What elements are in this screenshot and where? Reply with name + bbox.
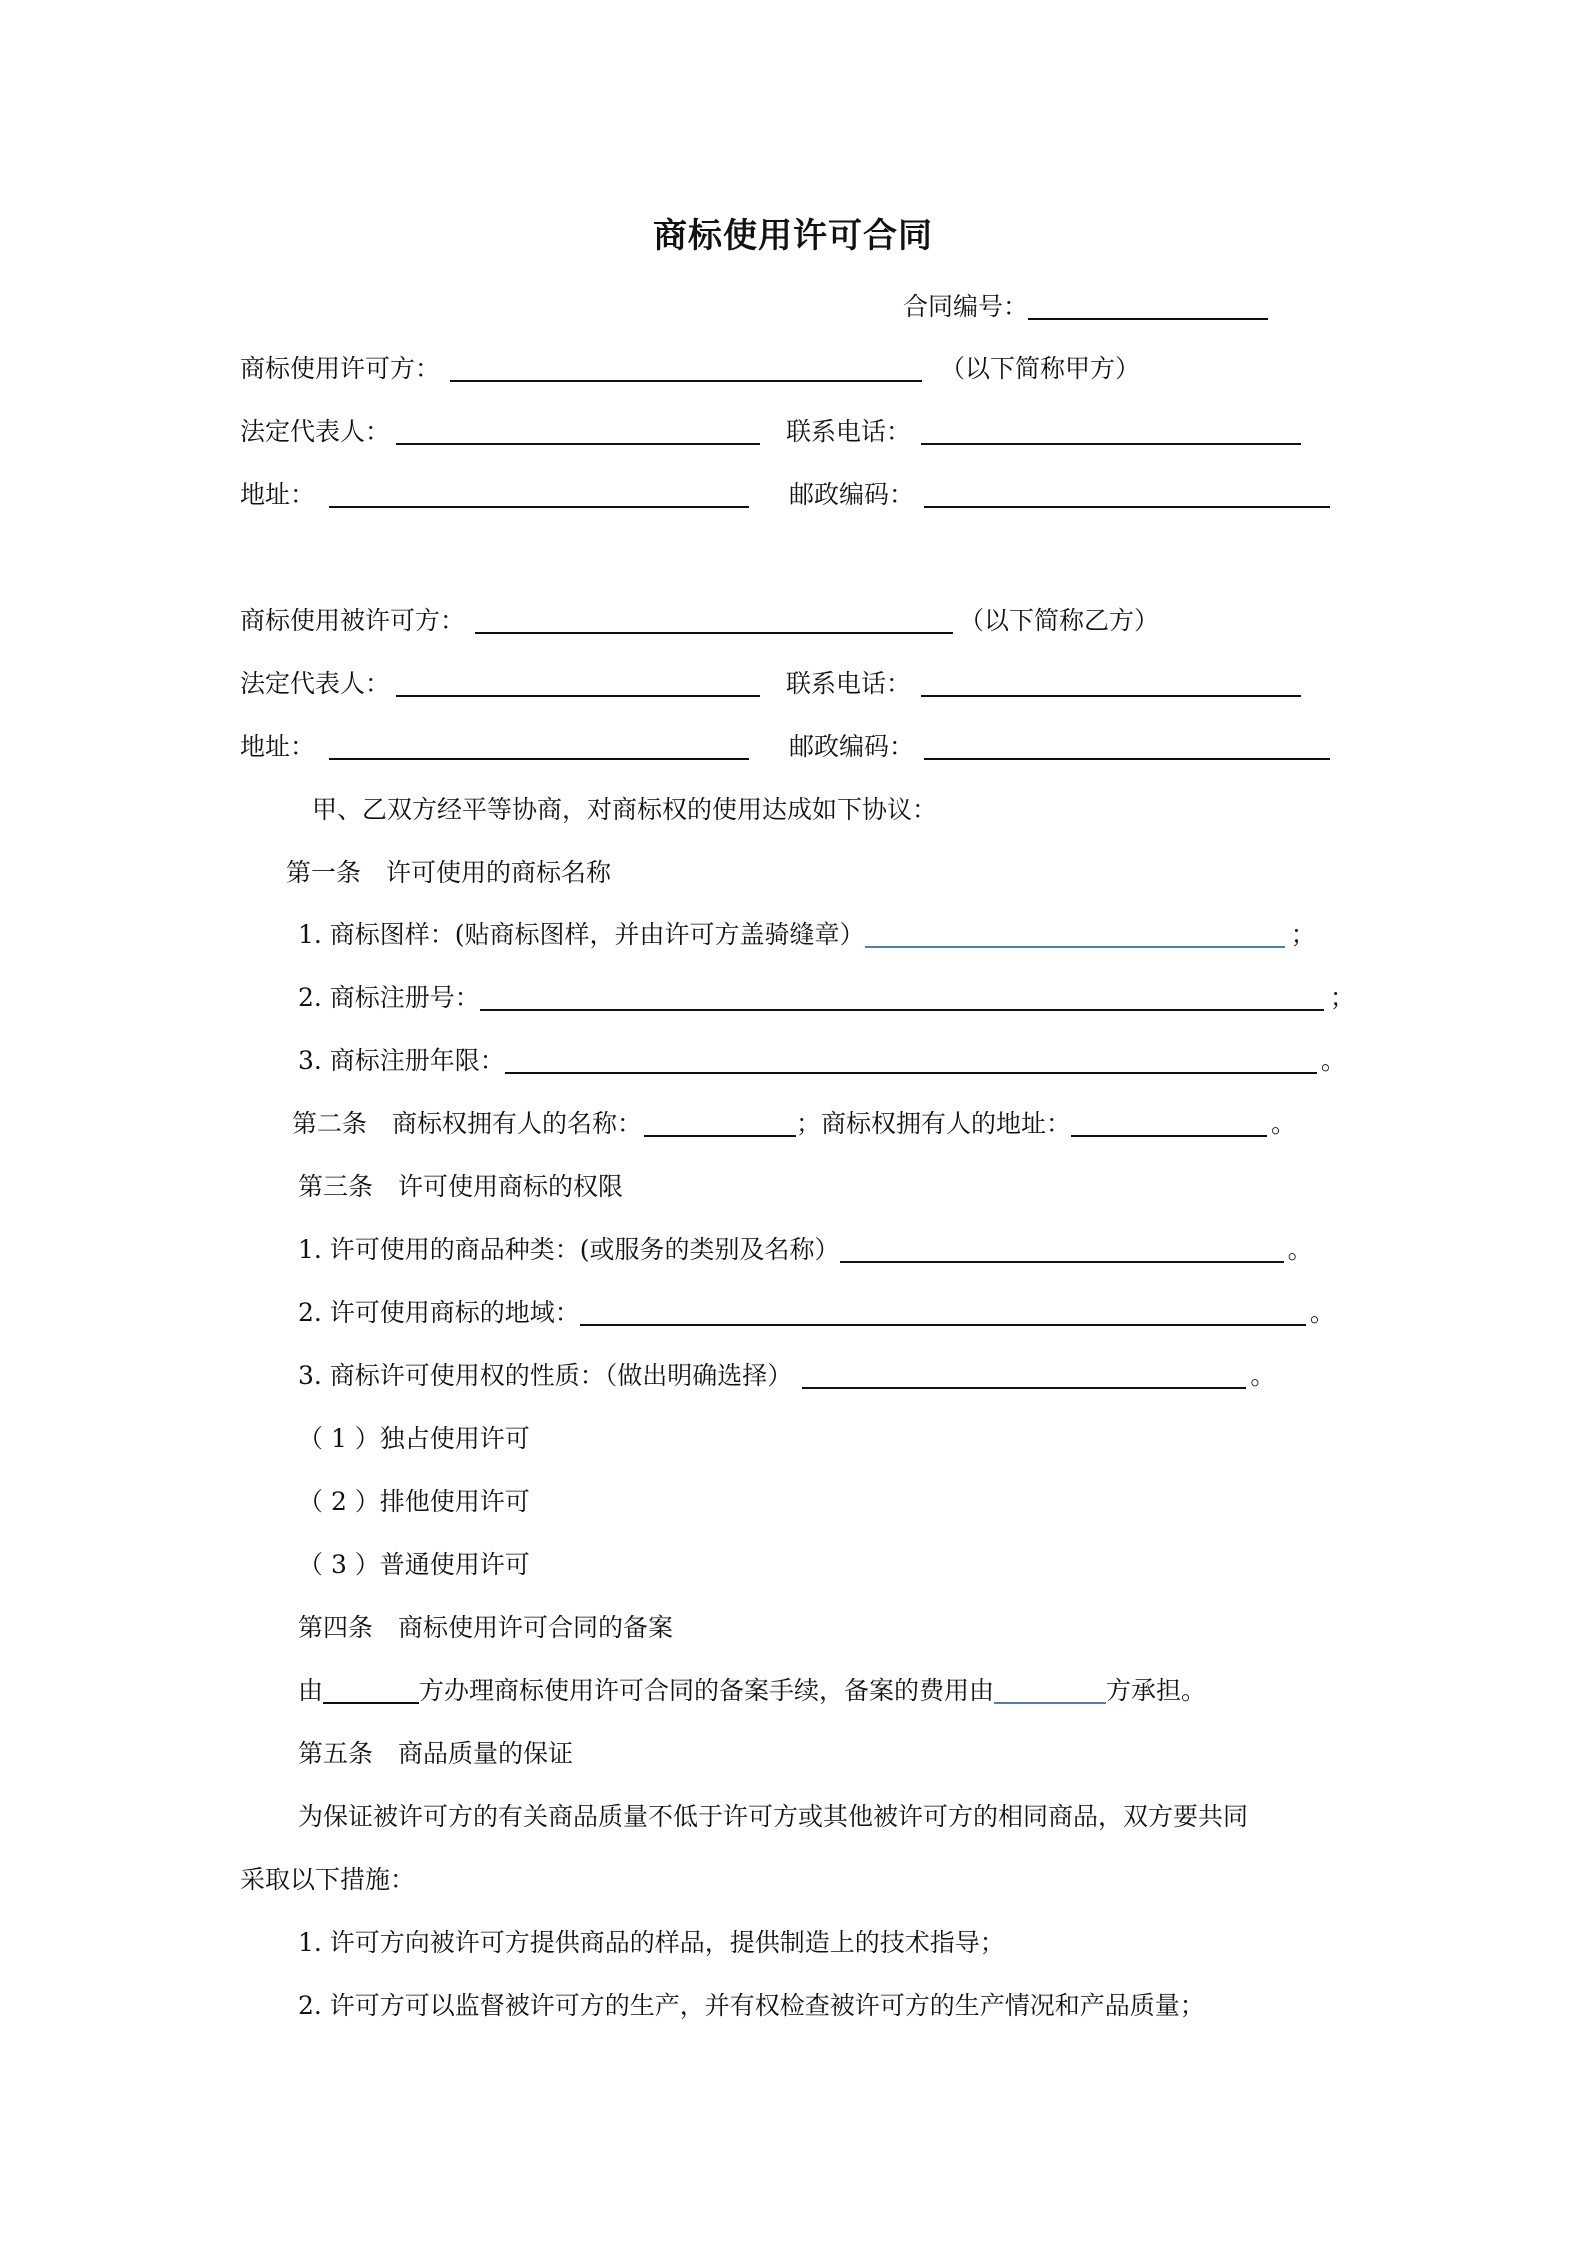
party-a-rep-row [240, 415, 1301, 449]
party-a-phone-label: 联系电话： [786, 417, 912, 446]
party-a-rep-blank[interactable] [396, 417, 760, 445]
party-b-label: 商标使用被许可方： [240, 606, 466, 635]
party-b-addr-row [240, 730, 1330, 764]
party-b-zip-blank[interactable] [924, 732, 1330, 760]
registration-number-label: 2. 商标注册号： [298, 983, 480, 1012]
license-nature-label: 3. 商标许可使用权的性质：（做出明确选择） [298, 1361, 793, 1390]
registration-term-blank[interactable] [505, 1046, 1317, 1074]
registration-term-label: 3. 商标注册年限： [298, 1046, 505, 1075]
article-4-heading: 第四条 商标使用许可合同的备案 [298, 1613, 674, 1642]
party-b-suffix: （以下简称乙方） [959, 606, 1160, 635]
article-5-paragraph-line-1: 为保证被许可方的有关商品质量不低于许可方或其他被许可方的相同商品，双方要共同 [298, 1802, 1249, 1831]
party-b-name-blank[interactable] [475, 606, 953, 634]
party-a-addr-row [240, 478, 1330, 512]
goods-category-blank[interactable] [840, 1235, 1284, 1263]
registration-number-blank[interactable] [480, 983, 1324, 1011]
article-3-heading: 第三条 许可使用商标的权限 [298, 1172, 624, 1201]
party-b-rep-row [240, 667, 1301, 701]
owner-address-blank[interactable] [1071, 1109, 1267, 1137]
filing-text-a: 由 [298, 1676, 324, 1705]
article-1-heading: 第一条 许可使用的商标名称 [286, 858, 612, 887]
party-a-label: 商标使用许可方： [240, 354, 441, 383]
document-title: 商标使用许可合同 [653, 216, 933, 256]
item-end-punct: 。 [1309, 1298, 1335, 1327]
article-5-heading: 第五条 商品质量的保证 [298, 1739, 574, 1768]
contract-number-label: 合同编号： [903, 292, 1029, 321]
article-5-item-1: 1. 许可方向被许可方提供商品的样品，提供制造上的技术指导； [298, 1928, 1005, 1957]
license-option-3[interactable]: （ 3 ）普通使用许可 [298, 1550, 530, 1579]
filing-text-c: 方承担。 [1106, 1676, 1207, 1705]
party-b-zip-label: 邮政编码： [789, 732, 915, 761]
item-end-punct: ； [1290, 920, 1316, 949]
party-a-suffix: （以下简称甲方） [940, 354, 1141, 383]
article-3-item-3 [298, 1359, 1275, 1393]
party-a-addr-label: 地址： [240, 480, 316, 509]
item-end-punct: 。 [1320, 1046, 1346, 1075]
filing-text-b: 方办理商标使用许可合同的备案手续，备案的费用由 [419, 1676, 995, 1705]
article-3-item-1 [298, 1233, 1313, 1267]
article-5-item-2: 2. 许可方可以监督被许可方的生产，并有权检查被许可方的生产情况和产品质量； [298, 1991, 1205, 2020]
party-b-phone-blank[interactable] [921, 669, 1301, 697]
party-b-addr-blank[interactable] [329, 732, 749, 760]
trademark-sample-blank[interactable] [865, 920, 1285, 948]
party-a-zip-label: 邮政编码： [789, 480, 915, 509]
article-5-paragraph-line-2: 采取以下措施： [240, 1865, 416, 1894]
item-end-punct: 。 [1287, 1235, 1313, 1264]
item-end-punct: 。 [1271, 1109, 1297, 1138]
party-b-phone-label: 联系电话： [786, 669, 912, 698]
article-4-paragraph [298, 1674, 1206, 1708]
party-a-zip-blank[interactable] [924, 480, 1330, 508]
party-b-rep-blank[interactable] [396, 669, 760, 697]
intro-paragraph: 甲、乙双方经平等协商，对商标权的使用达成如下协议： [312, 795, 938, 824]
license-option-2[interactable]: （ 2 ）排他使用许可 [298, 1487, 530, 1516]
article-2-row [292, 1107, 1296, 1141]
party-a-addr-blank[interactable] [329, 480, 749, 508]
item-end-punct: ； [1329, 983, 1355, 1012]
license-nature-blank[interactable] [802, 1361, 1246, 1389]
party-b-addr-label: 地址： [240, 732, 316, 761]
party-a-name-blank[interactable] [450, 354, 922, 382]
filing-party-blank[interactable] [323, 1676, 419, 1704]
license-option-1[interactable]: （ 1 ）独占使用许可 [298, 1424, 530, 1453]
party-b-row [240, 604, 1159, 638]
territory-blank[interactable] [580, 1298, 1306, 1326]
party-a-row [240, 352, 1140, 386]
goods-category-label: 1. 许可使用的商品种类：(或服务的类别及名称） [298, 1235, 840, 1264]
party-b-rep-label: 法定代表人： [240, 669, 391, 698]
owner-name-label: 第二条 商标权拥有人的名称： [292, 1109, 643, 1138]
article-1-item-3 [298, 1044, 1346, 1078]
item-end-punct: 。 [1250, 1361, 1276, 1390]
article-3-item-2 [298, 1296, 1335, 1330]
party-a-rep-label: 法定代表人： [240, 417, 391, 446]
fee-party-blank[interactable] [994, 1676, 1106, 1704]
trademark-sample-label: 1. 商标图样：(贴商标图样，并由许可方盖骑缝章） [298, 920, 865, 949]
owner-name-blank[interactable] [644, 1109, 796, 1137]
article-1-item-2 [298, 981, 1355, 1015]
article-1-item-1 [298, 918, 1316, 952]
party-a-phone-blank[interactable] [921, 417, 1301, 445]
contract-number-row [903, 290, 1268, 324]
contract-number-blank[interactable] [1028, 292, 1268, 320]
owner-address-label: ；商标权拥有人的地址： [796, 1109, 1072, 1138]
territory-label: 2. 许可使用商标的地域： [298, 1298, 580, 1327]
